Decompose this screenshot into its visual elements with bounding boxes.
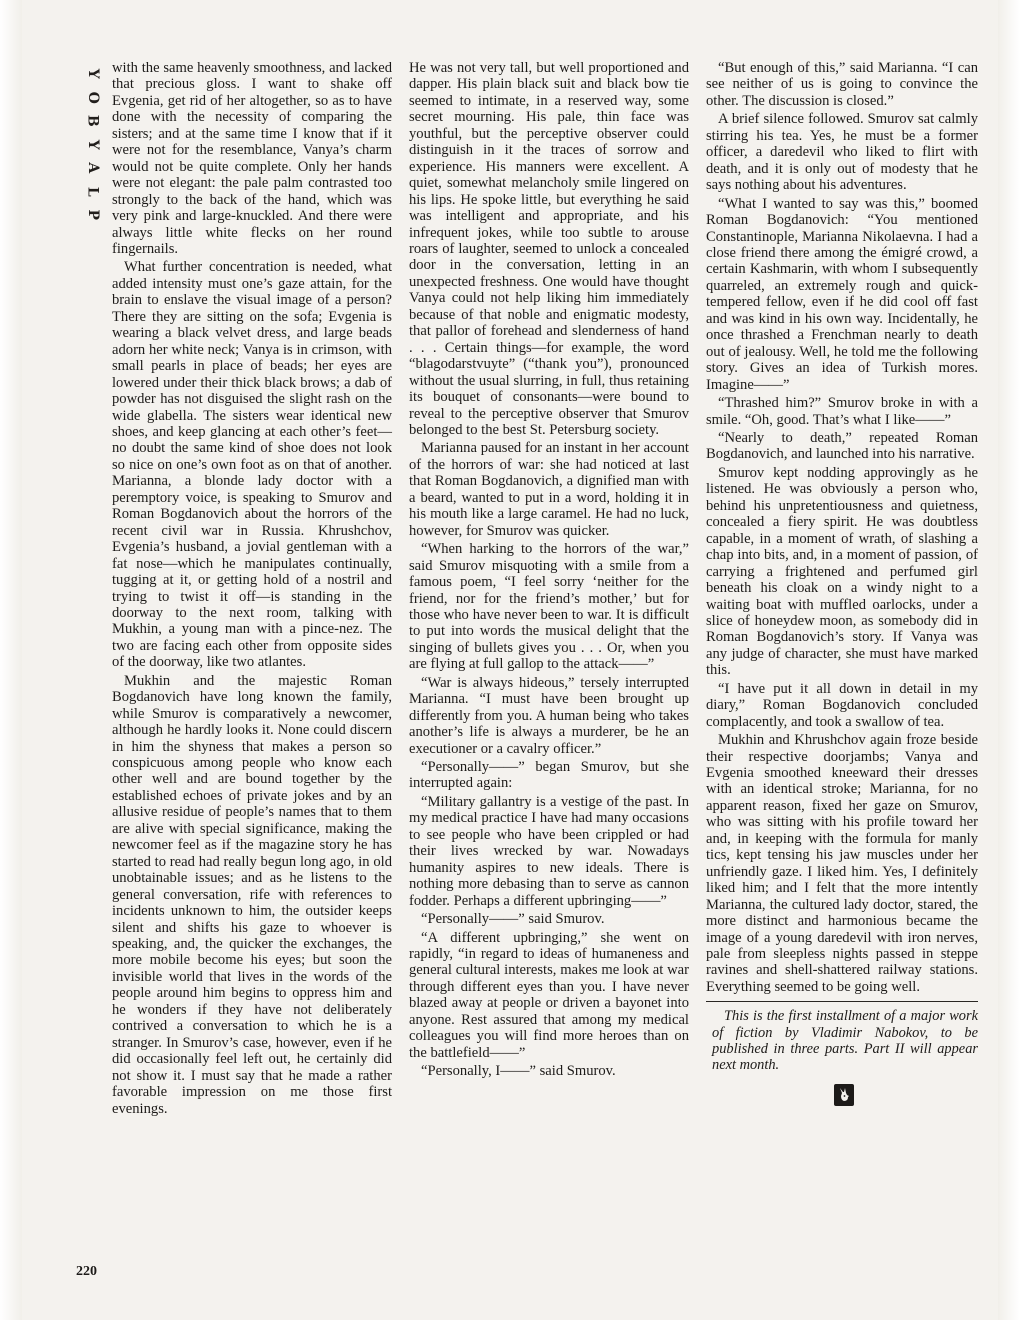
section-divider <box>706 1001 978 1002</box>
paragraph: “Personally——” said Smurov. <box>421 911 605 928</box>
paragraph: “When harking to the horrors of the war,” said Smurov misquoting with a smile from a famous poem, “I feel sorry ‘neither for the friend, nor for the friend’s mother,’ but for those who have never been to war. It is difficult to put into words the musical delight that the singing of bullets gives you . . . Or, when you are flying at full gallop to the attack——” <box>409 541 689 673</box>
paragraph: Mukhin and Khrushchov again froze beside their respective doorjambs; Vanya and Evgenia smoothed kneeward their dresses with an identical stroke; Marianna, for no apparent reason, fixed her gaze on Smurov, who was sitting with his profile toward her and, in keeping with the formula for manly tics, kept tensing his jaw muscles under her unfriendly gaze. I liked him. Yes, I definitely liked him; and I felt that the more intently Marianna, the cultured lady doctor, stared, the more distinct and harmonious became the image of a young daredevil with iron nerves, pale from sleepless nights passed in steppe ravines and shell-shattered railway stations. Everything seemed to be going well. <box>706 732 978 995</box>
paragraph: “A different upbringing,” she went on rapidly, “in regard to ideas of humaneness and general cultural interests, makes me look at war through different eyes than you. I have never blazed away at people or driven a bayonet into anyone. Rest assured that among my medical colleagues you will find more heroes than on the battlefield——” <box>409 929 689 1061</box>
paragraph: “Personally, I——” said Smurov. <box>421 1063 616 1080</box>
masthead-letter: B <box>84 114 101 127</box>
rabbit-head-logo-icon <box>834 1084 854 1106</box>
masthead-playboy <box>80 62 104 227</box>
masthead-letter: Y <box>84 139 101 150</box>
masthead-letter: P <box>84 209 101 221</box>
postscript-note: This is the first installment of a major work of fiction by Vladimir Nabokov, to be published in three parts. Part II will appear next month. <box>712 1008 978 1074</box>
paragraph: “Military gallantry is a vestige of the past. In my medical practice I have had many occasions to see people who have been crippled or had their lives wrecked by war. Nowadays humanity aspires to new ideals. There is nothing more debasing than to serve as cannon fodder. Perhaps a different upbringing——” <box>409 793 689 909</box>
masthead-letter: L <box>84 186 101 197</box>
paragraph: “What I wanted to say was this,” boomed Roman Bogdanovich: “You mentioned Constantinople, Marianna Nikolaevna. I had a close friend there among the émigré crowd, a certain Kashmarin, with whom I subsequently quarreled, an extremely rough and quick-tempered fellow, even if he did cool off fast and was kind in his own way. Incidentally, he once thrashed a Frenchman nearly to death out of jealousy. Well, he told me the following story. Gives an idea of Turkish mores. Imagine——” <box>706 195 978 393</box>
paragraph: Smurov kept nodding approvingly as he listened. He was obviously a person who, behind his unpretentiousness and quietness, concealed a fiery spirit. He was doubtless capable, in a moment of wrath, of slashing a chap into bits, and, in a moment of passion, of carrying a frightened and perfumed girl beneath his cloak on a windy night to a waiting boat with muffled oarlocks, under a slice of honeydew moon, as somebody did in Roman Bogdanovich’s story. If Vanya was any judge of character, she must have marked this. <box>706 464 978 679</box>
paragraph: What further concentration is needed, what added intensity must one’s gaze attain, for the brain to enslave the visual image of a person? There they are sitting on the sofa; Evgenia is wearing a black velvet dress, and large beads adorn her white neck; Vanya is in crimson, with small pearls in place of beads; her eyes are lowered under their thick black brows; a dab of powder has not disguised the slight rash on the wide glabella. The sisters wear identical new shoes, and keep glancing at each other’s feet—no doubt the same kind of shoe does not look so nice on one’s own foot as on that of another. Marianna, a blonde lady doctor with a peremptory voice, is speaking to Smurov and Roman Bogdanovich about the horrors of the recent civil war in Russia. Khrushchov, Evgenia’s husband, a jovial gentleman with a fat nose—which he manipulates continually, tugging at it, or getting hold of a nostril and trying to twist it off—is standing in the doorway to the next room, talking with Mukhin, a young man with a pince-nez. The two are facing each other from opposite sides of the doorway, like two atlantes. <box>112 259 392 671</box>
masthead-letter: A <box>84 162 101 174</box>
text-column-1 <box>112 60 392 1117</box>
paragraph: “War is always hideous,” tersely interrupted Marianna. “I must have been brought up differently from you. A human being who takes another’s life is always a murderer, be he an executioner or a cavalry officer.” <box>409 674 689 757</box>
paragraph: with the same heavenly smoothness, and lacked that precious gloss. I want to shake off Evgenia, get rid of her altogether, so as to have done with the necessity of comparing the sisters; and at the same time I know that if it were not for the resemblance, Vanya’s charm would not be quite complete. Only her hands were not elegant: the pale palm contrasted too strongly to the back of the hand, which was very pink and large-knuckled. And there were always little white flecks on her round fingernails. <box>112 60 392 257</box>
paragraph: A brief silence followed. Smurov sat calmly stirring his tea. Yes, he must be a former officer, a daredevil who liked to flirt with death, and it is only out of modesty that he says nothing about his adventures. <box>706 111 978 194</box>
paragraph: “I have put it all down in detail in my diary,” Roman Bogdanovich concluded complacently, and took a swallow of tea. <box>706 680 978 730</box>
page-number: 220 <box>76 1264 97 1279</box>
paragraph: “Personally——” began Smurov, but she interrupted again: <box>409 759 689 792</box>
page-edge-right <box>998 0 1020 1320</box>
page-edge-left <box>0 0 22 1320</box>
text-column-2 <box>409 60 689 1080</box>
paragraph: “But enough of this,” said Marianna. “I can see neither of us is going to convince the other. The discussion is closed.” <box>706 60 978 109</box>
paragraph: He was not very tall, but well proportioned and dapper. His plain black suit and black bow tie seemed to intimate, in a reserved way, some secret mourning. His pale, thin face was youthful, but the perceptive observer could distinguish in it the traces of sorrow and experience. His manners were excellent. A quiet, somewhat melancholy smile lingered on his lips. He spoke little, but everything he said was intelligent and appropriate, and his infrequent jokes, while too subtle to arouse roars of laughter, seemed to unlock a concealed door in the conversation, letting in an unexpected freshness. One would have thought Vanya could not help liking him immediately because of that noble and enigmatic modesty, that pallor of forehead and slenderness of hand . . . Certain things—for example, the word “blagodarstvuyte” (“thank you”), pronounced without the usual slurring, in full, thus retaining its bouquet of consonants—were bound to reveal to the perceptive observer that Smurov belonged to the best St. Petersburg society. <box>409 60 689 438</box>
masthead-letter: O <box>84 91 101 104</box>
text-column-3 <box>706 60 978 1106</box>
paragraph: Mukhin and the majestic Roman Bogdanovich have long known the family, while Smurov is comparatively a newcomer, although he hardly looks it. None could discern in him the shyness that makes a person so conspicuous among people who know each other well and are bound together by the established echoes of private jokes and by an allusive residue of people’s names that to them are alive with special significance, making the newcomer feel as if the magazine story he has started to read had really begun long ago, in old unobtainable issues; and as he listens to the general conversation, rife with references to incidents unknown to him, the outsider keeps silent and shifts his gaze to whoever is speaking, and, the quicker the exchanges, the more mobile become his eyes; but soon the invisible world that lives in the words of the people around him begins to oppress him and he wonders if they have not deliberately contrived a conversation to which he is a stranger. In Smurov’s case, however, even if he did occasionally feel left out, he certainly did not show it. I must say that he made a rather favorable impression on me those first evenings. <box>112 672 392 1117</box>
paragraph: “Nearly to death,” repeated Roman Bogdanovich, and launched into his narrative. <box>706 429 978 463</box>
paragraph: “Thrashed him?” Smurov broke in with a smile. “Oh, good. That’s what I like——” <box>706 395 978 428</box>
paragraph: Marianna paused for an instant in her account of the horrors of war: she had noticed at last that Roman Bogdanovich, a dignified man with a beard, wanted to put in a word, holding it in his mouth like a large caramel. He had no luck, however, for Smurov was quicker. <box>409 440 689 539</box>
masthead-letter: Y <box>84 68 101 79</box>
